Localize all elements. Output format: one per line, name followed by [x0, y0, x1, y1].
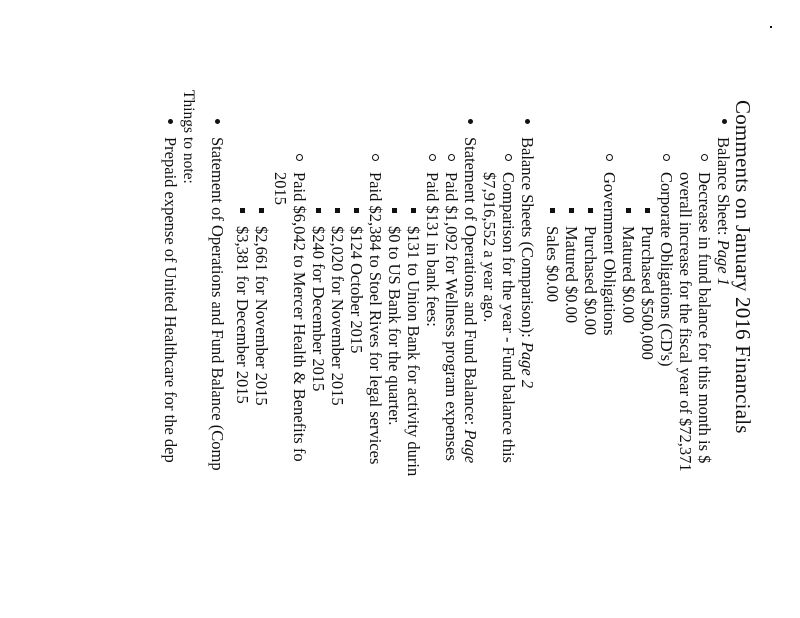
sub-bullet — [448, 154, 455, 161]
sub-sub-bullet — [316, 208, 321, 213]
gov-matured: Matured $0.00 — [562, 226, 581, 324]
sub-sub-bullet — [411, 208, 416, 213]
operations-heading — [462, 137, 479, 463]
comparison-page-ref: Page 2 — [518, 341, 537, 389]
sub-bullet — [372, 154, 379, 161]
sub-sub-bullet — [240, 208, 245, 213]
us-bank-fee: $0 to US Bank for the quarter. — [385, 226, 404, 426]
balance-sheet-page-ref: Page 1 — [714, 239, 733, 286]
sub-bullet — [606, 154, 613, 161]
sub-sub-bullet — [335, 208, 340, 213]
gov-purchased: Purchased $0.00 — [581, 226, 600, 336]
sub-sub-bullet — [550, 208, 555, 213]
mercer-november: $2,661 for November 2015 — [252, 226, 271, 406]
sub-sub-bullet — [645, 208, 650, 213]
bullet — [722, 119, 727, 124]
document-title: Comments on January 2016 Financials — [731, 100, 755, 434]
sub-bullet — [505, 154, 512, 161]
comparison-line2: $7,916,552 a year ago. — [480, 172, 499, 323]
sub-bullet — [296, 154, 303, 161]
stoel-october: $124 October 2015 — [347, 226, 366, 354]
sub-sub-bullet — [626, 208, 631, 213]
mercer-payment-line2: 2015 — [271, 172, 290, 205]
bank-fees: Paid $131 in bank fees: — [423, 172, 442, 327]
wellness-expense: Paid $1,092 for Wellness program expenses — [442, 172, 461, 461]
union-bank-fee: $131 to Union Bank for activity durin — [404, 226, 423, 477]
prepaid-expense-note: Prepaid expense of United Healthcare for the dep — [161, 137, 180, 463]
bullet — [215, 119, 220, 124]
corporate-obligations: Corporate Obligations (CD's) — [657, 172, 676, 367]
operations-label: Statement of Operations and Fund Balance: — [461, 137, 480, 426]
sub-sub-bullet — [392, 208, 397, 213]
gov-sales: Sales $0.00 — [543, 226, 562, 303]
sub-sub-bullet — [569, 208, 574, 213]
sub-sub-bullet — [354, 208, 359, 213]
sub-sub-bullet — [259, 208, 264, 213]
stoel-december: $240 for December 2015 — [309, 226, 328, 392]
operations-comparison-heading: Statement of Operations and Fund Balance (Comp — [208, 137, 227, 471]
bullet — [468, 119, 473, 124]
comparison-line1: Comparison for the year - Fund balance this — [499, 172, 518, 463]
fund-balance-decrease-line2: overall increase for the fiscal year of $72,371 — [676, 172, 695, 472]
bullet — [168, 119, 173, 124]
sub-bullet — [701, 154, 708, 161]
sub-sub-bullet — [588, 208, 593, 213]
corp-matured: Matured $0.00 — [619, 226, 638, 324]
mercer-december: $3,381 for December 2015 — [233, 226, 252, 404]
corp-purchased: Purchased $500,000 — [638, 226, 657, 360]
government-obligations: Government Obligations — [600, 172, 619, 336]
mercer-payment-line1: Paid $6,042 to Mercer Health & Benefits fo — [290, 172, 309, 462]
stoel-november: $2,020 for November 2015 — [328, 226, 347, 406]
operations-page-ref: Page — [461, 429, 480, 464]
page-mark — [770, 26, 772, 28]
comparison-heading — [519, 137, 536, 388]
sub-bullet — [429, 154, 436, 161]
balance-sheet-heading — [715, 137, 732, 286]
balance-sheet-label: Balance Sheet: — [714, 137, 733, 236]
things-to-note-heading: Things to note: — [180, 90, 197, 184]
comparison-label: Balance Sheets (Comparison): — [518, 137, 537, 338]
stoel-rives-payment: Paid $2,384 to Stoel Rives for legal services — [366, 172, 385, 465]
sub-bullet — [663, 154, 670, 161]
bullet — [525, 119, 530, 124]
fund-balance-decrease-line1: Decrease in fund balance for this month is $ — [695, 172, 714, 464]
